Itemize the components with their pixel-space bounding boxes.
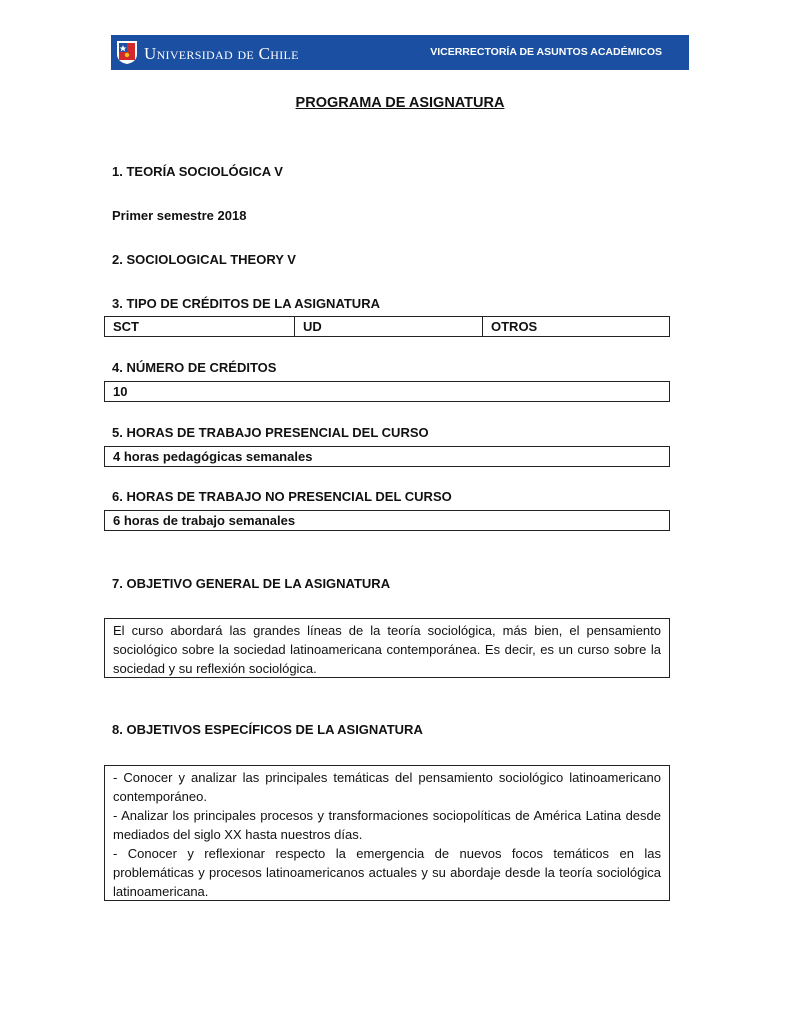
- credit-type-sct: SCT: [113, 319, 139, 334]
- university-crest-icon: [116, 40, 138, 65]
- specific-objective-item: - Conocer y reflexionar respecto la emergencia de nuevos focos temáticos en las problemáticas y procesos latinoamericanos actuales y su abordaje desde la teoría sociológica latinoamericana.: [113, 846, 661, 899]
- credit-types-table: [104, 316, 670, 337]
- credit-type-otros: OTROS: [482, 317, 669, 336]
- semester-text: Primer semestre 2018: [112, 208, 247, 223]
- hours-presencial-value: 4 horas pedagógicas semanales: [104, 446, 670, 467]
- header-banner: [111, 35, 689, 70]
- section-2-heading: 2. SOCIOLOGICAL THEORY V: [112, 252, 296, 267]
- specific-objectives-box: [104, 765, 670, 901]
- section-8-heading: 8. OBJETIVOS ESPECÍFICOS DE LA ASIGNATURA: [112, 722, 423, 737]
- specific-objective-item: - Analizar los principales procesos y transformaciones sociopolíticas de América Latina desde mediados del siglo XX hasta nuestros días.: [113, 808, 661, 842]
- section-1-heading: 1. TEORÍA SOCIOLÓGICA V: [112, 164, 283, 179]
- credit-type-ud: UD: [294, 317, 482, 336]
- section-7-heading: 7. OBJETIVO GENERAL DE LA ASIGNATURA: [112, 576, 391, 591]
- general-objective-text: El curso abordará las grandes líneas de la teoría sociológica, más bien, el pensamiento sociológico sobre la sociedad latinoamericana contemporánea. Es decir, es un curso sobre la sociedad y su reflexión sociológica.: [104, 618, 670, 678]
- page-title: PROGRAMA DE ASIGNATURA: [295, 95, 505, 111]
- credits-value: 10: [104, 381, 670, 402]
- office-name: VICERRECTORÍA DE ASUNTOS ACADÉMICOS: [430, 46, 662, 58]
- specific-objective-item: - Conocer y analizar las principales temáticas del pensamiento sociológico latinoamericano contemporáneo.: [113, 770, 661, 804]
- hours-no-presencial-value: 6 horas de trabajo semanales: [104, 510, 670, 531]
- section-5-heading: 5. HORAS DE TRABAJO PRESENCIAL DEL CURSO: [112, 425, 429, 440]
- section-3-heading: 3. TIPO DE CRÉDITOS DE LA ASIGNATURA: [112, 296, 380, 311]
- section-6-heading: 6. HORAS DE TRABAJO NO PRESENCIAL DEL CURSO: [112, 489, 452, 504]
- section-4-heading: 4. NÚMERO DE CRÉDITOS: [112, 360, 277, 375]
- university-name: Universidad de Chile: [144, 44, 299, 63]
